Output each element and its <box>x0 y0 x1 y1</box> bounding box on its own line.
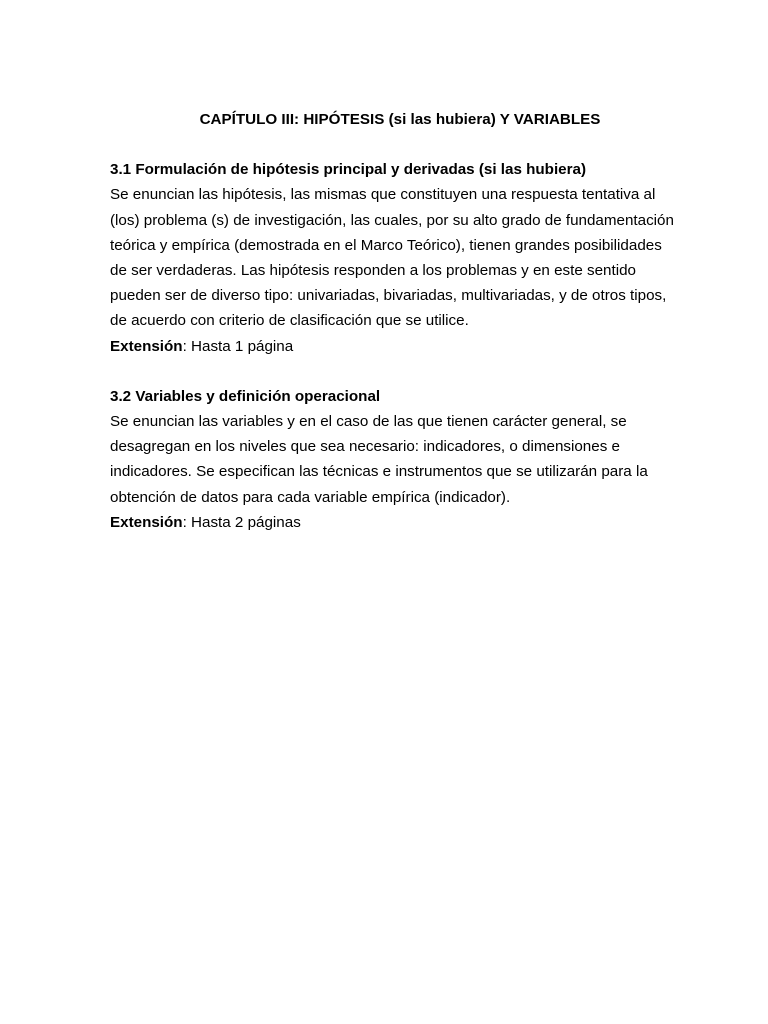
paragraph-line: desagregan en los niveles que sea necesario: indicadores, o dimensiones e <box>110 438 620 456</box>
chapter-title: CAPÍTULO III: HIPÓTESIS (si las hubiera) Y VARIABLES <box>199 111 601 128</box>
section-hypothesis <box>110 157 690 359</box>
paragraph-line: de ser verdaderas. Las hipótesis responden a los problemas y en este sentido <box>110 262 636 280</box>
section-paragraph <box>110 182 690 333</box>
section-heading: 3.1 Formulación de hipótesis principal y derivadas (si las hubiera) <box>110 161 587 179</box>
section-variables <box>110 384 690 535</box>
section-paragraph <box>110 409 690 510</box>
paragraph-line: indicadores. Se especifican las técnicas e instrumentos que se utilizarán para la <box>110 463 648 481</box>
extension-label: Extensión <box>110 513 183 531</box>
paragraph-line: Se enuncian las hipótesis, las mismas que constituyen una respuesta tentativa al <box>110 186 656 204</box>
paragraph-line: teórica y empírica (demostrada en el Marco Teórico), tienen grandes posibilidades <box>110 236 662 254</box>
paragraph-line: pueden ser de diverso tipo: univariadas, bivariadas, multivariadas, y de otros tipos, <box>110 287 667 305</box>
paragraph-line: Se enuncian las variables y en el caso de las que tienen carácter general, se <box>110 413 627 431</box>
document-page <box>110 107 690 560</box>
extension-note <box>110 334 690 359</box>
paragraph-line: de acuerdo con criterio de clasificación que se utilice. <box>110 312 469 330</box>
paragraph-line: (los) problema (s) de investigación, las cuales, por su alto grado de fundamentación <box>110 211 674 229</box>
section-heading: 3.2 Variables y definición operacional <box>110 387 381 405</box>
paragraph-line: obtención de datos para cada variable empírica (indicador). <box>110 488 511 506</box>
extension-label: Extensión <box>110 337 183 355</box>
extension-value: : Hasta 1 página <box>182 337 294 355</box>
extension-note <box>110 510 690 535</box>
extension-value: : Hasta 2 páginas <box>182 513 301 531</box>
